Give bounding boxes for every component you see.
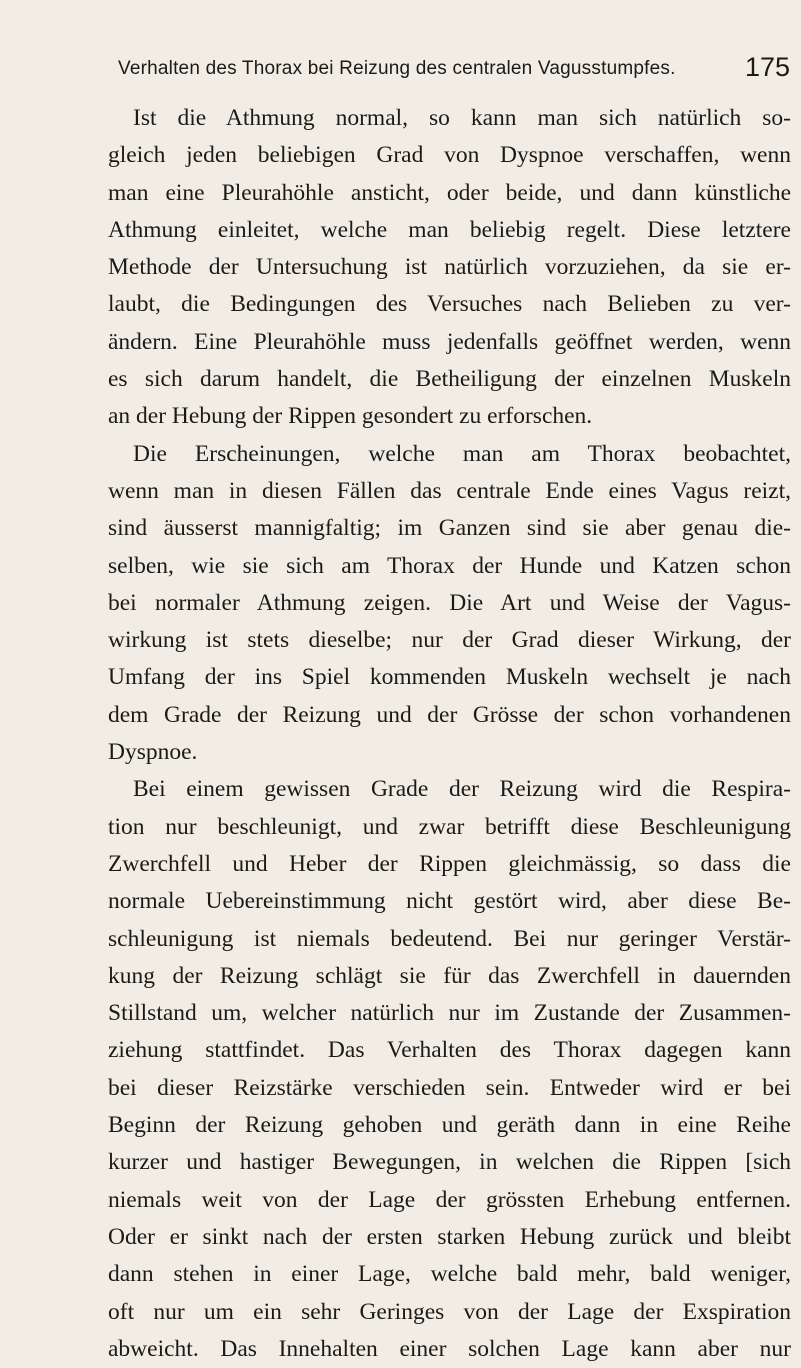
text-line: oft nur um ein sehr Geringes von der Lage der Exspiration <box>108 1298 791 1325</box>
text-line: bei dieser Reizstärke verschieden sein. Entweder wird er bei <box>108 1074 791 1101</box>
text-line: Bei einem gewissen Grade der Reizung wird die Respira- <box>133 776 791 803</box>
text-line: wenn man in diesen Fällen das centrale Ende eines Vagus reizt, <box>108 477 791 504</box>
text-line: selben, wie sie sich am Thorax der Hunde und Katzen schon <box>108 552 791 579</box>
text-line: gleich jeden beliebigen Grad von Dyspnoe verschaffen, wenn <box>108 142 791 169</box>
body-text <box>108 100 791 1368</box>
text-line: wirkung ist stets dieselbe; nur der Grad dieser Wirkung, der <box>108 627 791 654</box>
text-line: laubt, die Bedingungen des Versuches nach Belieben zu ver- <box>108 291 791 318</box>
text-line: Athmung einleitet, welche man beliebig regelt. Diese letztere <box>108 216 791 243</box>
page-number: 175 <box>744 52 790 82</box>
text-line: bei normaler Athmung zeigen. Die Art und Weise der Vagus- <box>108 589 791 616</box>
text-line: schleunigung ist niemals bedeutend. Bei nur geringer Verstär- <box>108 925 791 952</box>
text-line: ziehung stattfindet. Das Verhalten des Thorax dagegen kann <box>108 1037 791 1064</box>
text-line: kung der Reizung schlägt sie für das Zwerchfell in dauernden <box>108 962 791 989</box>
text-line: Die Erscheinungen, welche man am Thorax beobachtet, <box>133 440 791 467</box>
text-line: abweicht. Das Innehalten einer solchen Lage kann aber nur <box>108 1335 791 1362</box>
text-line: Methode der Untersuchung ist natürlich vorzuziehen, da sie er- <box>108 254 791 281</box>
text-line: an der Hebung der Rippen gesondert zu erforschen. <box>108 403 593 430</box>
text-line: sind äusserst mannigfaltig; im Ganzen sind sie aber genau die- <box>108 515 791 542</box>
text-line: Umfang der ins Spiel kommenden Muskeln wechselt je nach <box>108 664 791 691</box>
text-line: Beginn der Reizung gehoben und geräth dann in eine Reihe <box>108 1112 791 1139</box>
text-line: tion nur beschleunigt, und zwar betrifft diese Beschleunigung <box>108 813 791 840</box>
text-line: Stillstand um, welcher natürlich nur im Zustande der Zusammen- <box>108 1000 791 1027</box>
text-line: Oder er sinkt nach der ersten starken Hebung zurück und bleibt <box>108 1223 791 1250</box>
text-line: dann stehen in einer Lage, welche bald mehr, bald weniger, <box>108 1261 791 1288</box>
text-line: Dyspnoe. <box>108 739 198 766</box>
text-line: normale Uebereinstimmung nicht gestört wird, aber diese Be- <box>108 888 791 915</box>
running-head <box>118 52 790 92</box>
text-line: ändern. Eine Pleurahöhle muss jedenfalls geöffnet werden, wenn <box>108 328 791 355</box>
text-line: dem Grade der Reizung und der Grösse der schon vorhandenen <box>108 701 791 728</box>
text-line: kurzer und hastiger Bewegungen, in welchen die Rippen [sich <box>108 1149 791 1176</box>
running-title: Verhalten des Thorax bei Reizung des centralen Vagusstumpfes. <box>118 58 676 79</box>
text-line: Ist die Athmung normal, so kann man sich natürlich so- <box>133 105 791 131</box>
text-line: man eine Pleurahöhle ansticht, oder beide, und dann künstliche <box>108 179 791 206</box>
text-line: Zwerchfell und Heber der Rippen gleichmässig, so dass die <box>108 850 791 877</box>
text-line: niemals weit von der Lage der grössten Erhebung entfernen. <box>108 1186 791 1213</box>
text-line: es sich darum handelt, die Betheiligung der einzelnen Muskeln <box>108 366 791 393</box>
